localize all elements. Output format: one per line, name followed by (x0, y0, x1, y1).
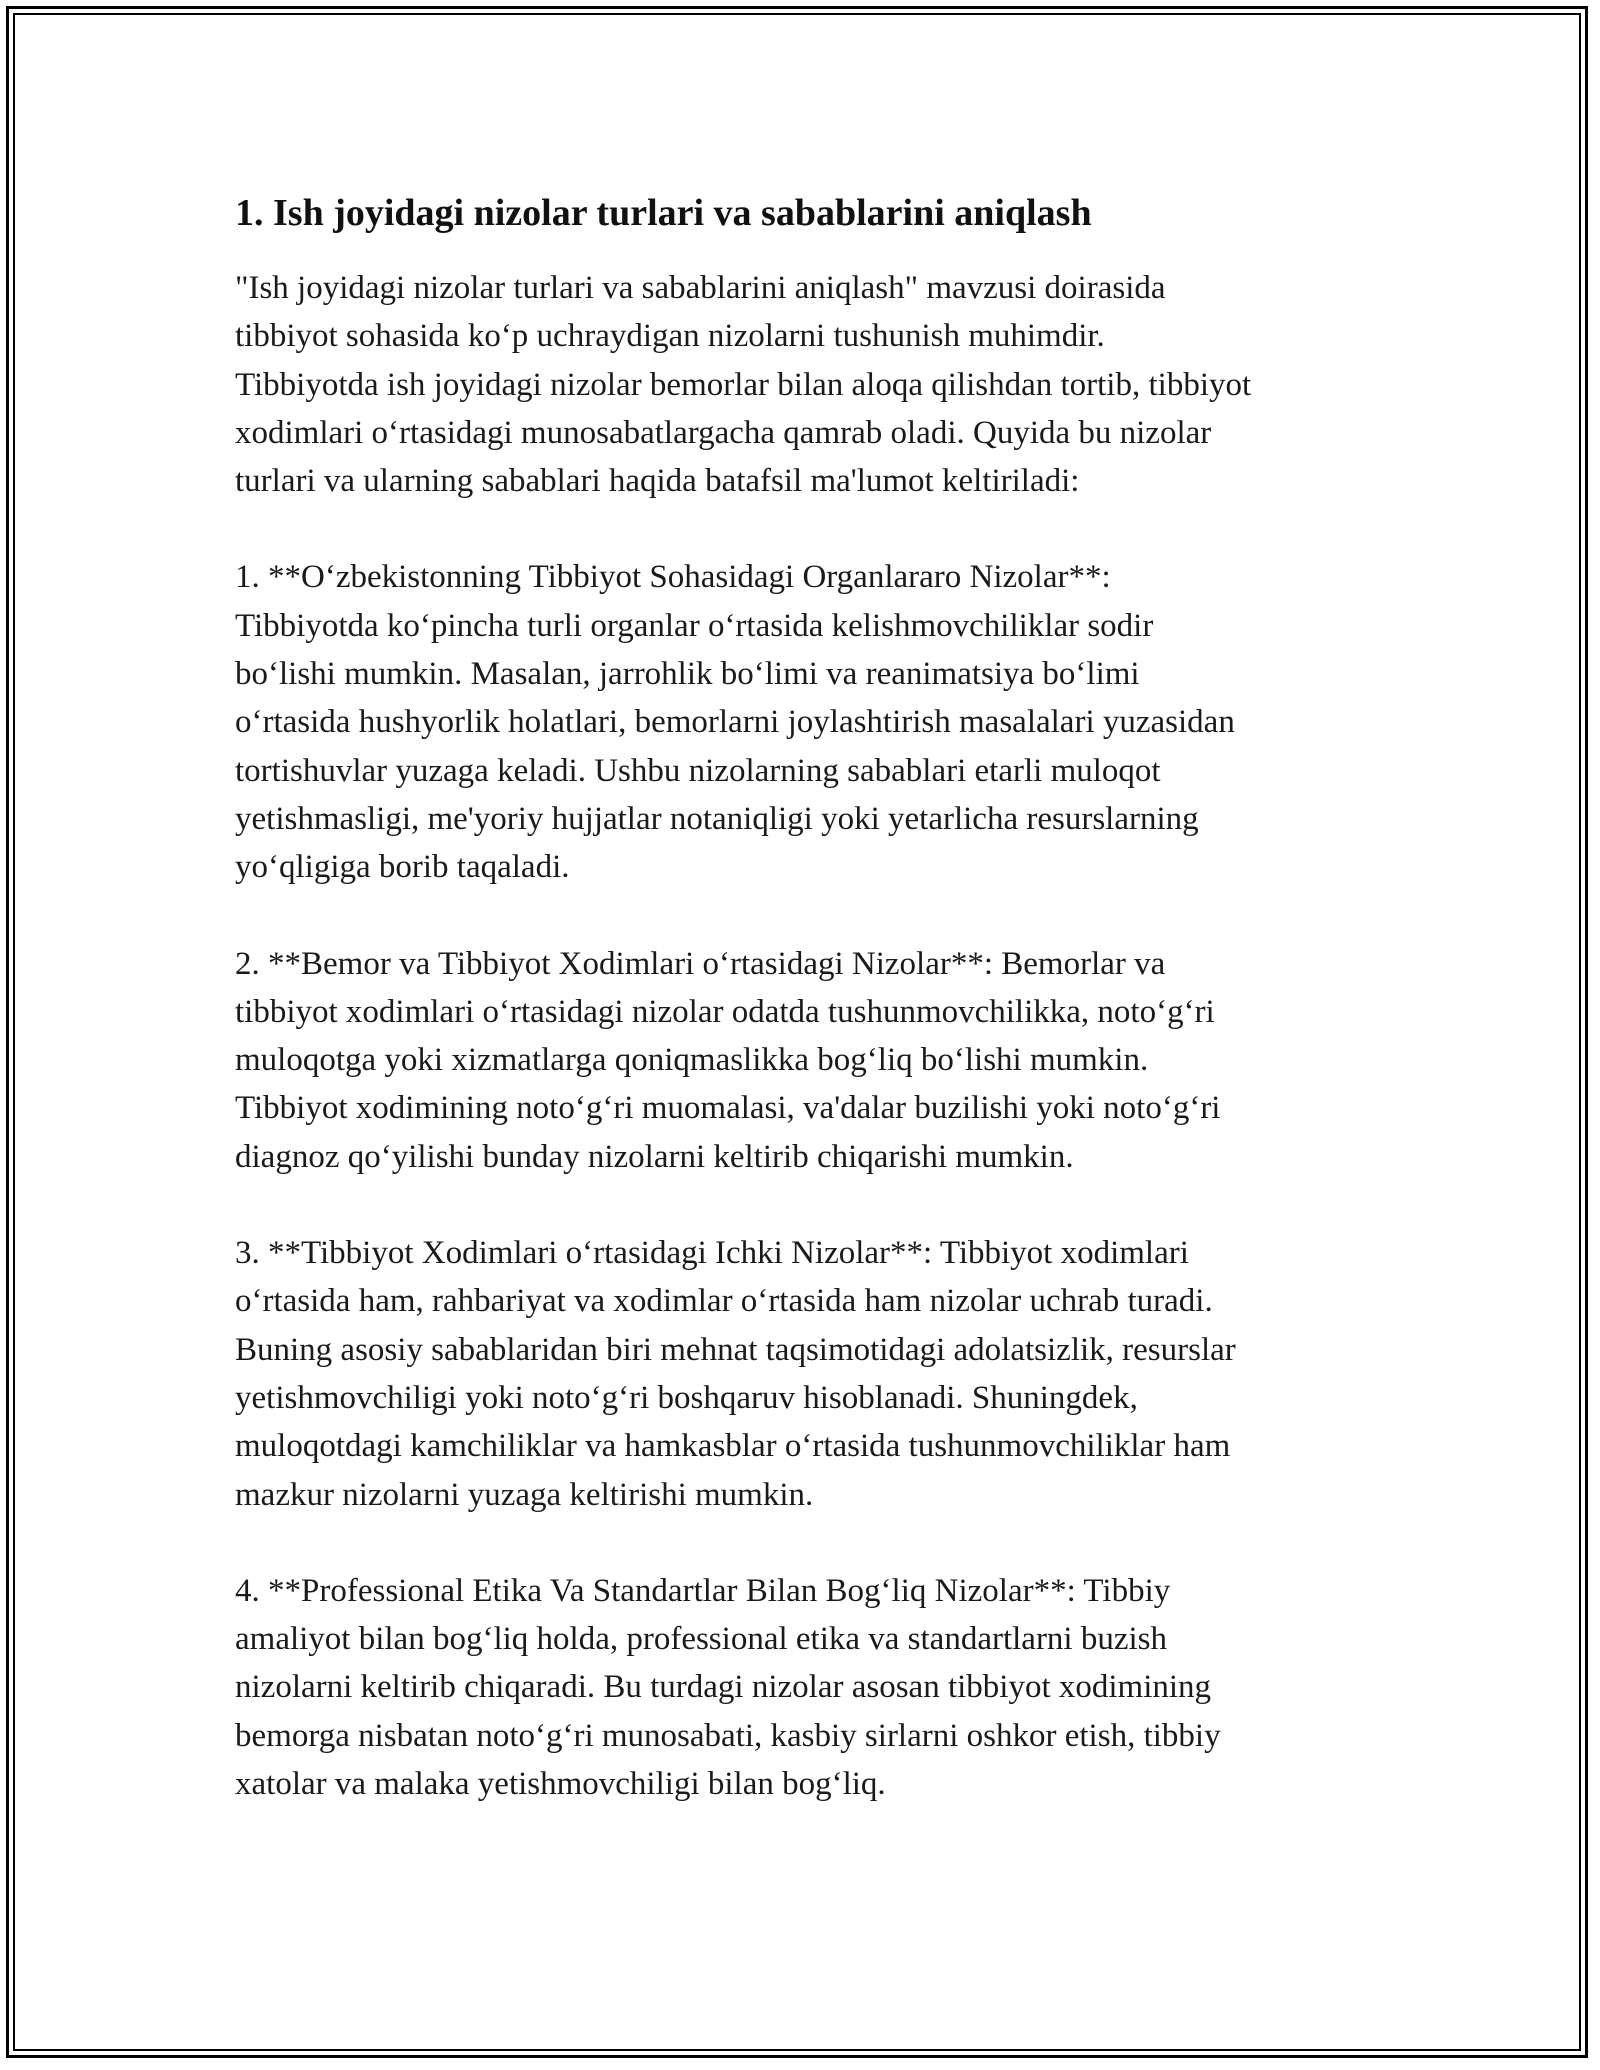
text-line: bemorga nisbatan noto‘g‘ri munosabati, kasbiy sirlarni oshkor etish, tibbiy (235, 1717, 1221, 1754)
text-line: nizolarni keltirib chiqaradi. Bu turdagi nizolar asosan tibbiyot xodimining (235, 1669, 1212, 1706)
text-line: bo‘lishi mumkin. Masalan, jarrohlik bo‘limi va reanimatsiya bo‘limi (235, 656, 1140, 693)
text-line: 3. **Tibbiyot Xodimlari o‘rtasidagi Ichki Nizolar**: Tibbiyot xodimlari (235, 1235, 1189, 1272)
text-line: amaliyot bilan bog‘liq holda, professional etika va standartlarni buzish (235, 1621, 1168, 1658)
text-line: yo‘qligiga borib taqaladi. (235, 849, 570, 886)
text-line: tibbiyot sohasida ko‘p uchraydigan nizolarni tushunish muhimdir. (235, 318, 1105, 355)
text-line: tortishuvlar yuzaga keladi. Ushbu nizolarning sabablari etarli muloqot (235, 752, 1161, 789)
text-line: Tibbiyotda ko‘pincha turli organlar o‘rtasida kelishmovchiliklar sodir (235, 607, 1154, 644)
text-line: Tibbiyotda ish joyidagi nizolar bemorlar bilan aloqa qilishdan tortib, tibbiyot (235, 366, 1252, 403)
text-line: 2. **Bemor va Tibbiyot Xodimlari o‘rtasidagi Nizolar**: Bemorlar va (235, 945, 1166, 982)
text-line: xatolar va malaka yetishmovchiligi bilan bog‘liq. (235, 1766, 886, 1803)
text-line: turlari va ularning sabablari haqida batafsil ma'lumot keltiriladi: (235, 463, 1080, 500)
intro-paragraph (235, 264, 1395, 505)
text-line: tibbiyot xodimlari o‘rtasidagi nizolar odatda tushunmovchilikka, noto‘g‘ri (235, 993, 1215, 1030)
section-heading: 1. Ish joyidagi nizolar turlari va sabablarini aniqlash (235, 192, 1092, 234)
text-line: Tibbiyot xodimining noto‘g‘ri muomalasi, va'dalar buzilishi yoki noto‘g‘ri (235, 1090, 1221, 1127)
list-item-4-paragraph (235, 1567, 1395, 1808)
list-item-2-paragraph (235, 940, 1395, 1181)
text-line: 1. **O‘zbekistonning Tibbiyot Sohasidagi Organlararo Nizolar**: (235, 559, 1111, 596)
text-line: xodimlari o‘rtasidagi munosabatlargacha qamrab oladi. Quyida bu nizolar (235, 414, 1212, 451)
list-item-1-paragraph (235, 553, 1395, 891)
text-line: yetishmovchiligi yoki noto‘g‘ri boshqaruv hisoblanadi. Shuningdek, (235, 1379, 1138, 1416)
text-line: 4. **Professional Etika Va Standartlar Bilan Bog‘liq Nizolar**: Tibbiy (235, 1572, 1171, 1609)
text-line: o‘rtasida ham, rahbariyat va xodimlar o‘rtasida ham nizolar uchrab turadi. (235, 1283, 1213, 1320)
text-line: "Ish joyidagi nizolar turlari va sabablarini aniqlash" mavzusi doirasida (235, 270, 1166, 306)
text-line: muloqotdagi kamchiliklar va hamkasblar o‘rtasida tushunmovchiliklar ham (235, 1428, 1231, 1465)
list-item-3-paragraph (235, 1229, 1395, 1519)
text-line: muloqotga yoki xizmatlarga qoniqmaslikka bog‘liq bo‘lishi mumkin. (235, 1042, 1149, 1079)
text-line: mazkur nizolarni yuzaga keltirishi mumkin. (235, 1476, 814, 1513)
text-line: Buning asosiy sabablaridan biri mehnat taqsimotidagi adolatsizlik, resurslar (235, 1331, 1236, 1368)
document-body (235, 188, 1395, 1856)
text-line: yetishmasligi, me'yoriy hujjatlar notaniqligi yoki yetarlicha resurslarning (235, 800, 1199, 837)
text-line: o‘rtasida hushyorlik holatlari, bemorlarni joylashtirish masalalari yuzasidan (235, 704, 1235, 741)
text-line: diagnoz qo‘yilishi bunday nizolarni keltirib chiqarishi mumkin. (235, 1138, 1074, 1175)
